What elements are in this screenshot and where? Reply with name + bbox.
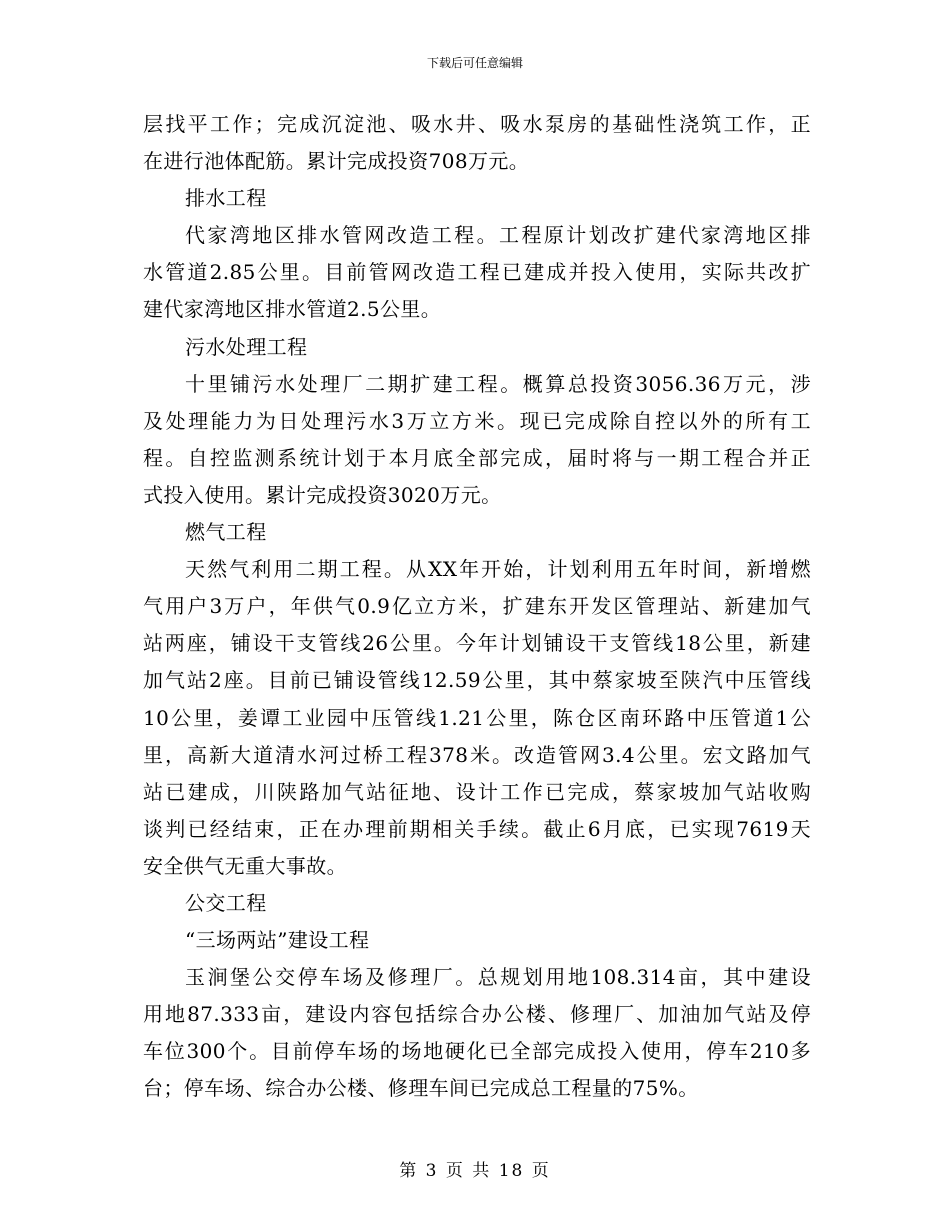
text-line: 用地87.333亩，建设内容包括综合办公楼、修理厂、加油加气站及停 [143,1002,811,1027]
text-line: 及处理能力为日处理污水3万立方米。现已完成除自控以外的所有工 [143,408,811,433]
text-line: “三场两站”建设工程 [185,928,370,953]
text-line: 式投入使用。累计完成投资3020万元。 [143,482,502,507]
text-line: 在进行池体配筋。累计完成投资708万元。 [143,149,530,174]
text-line: 燃气工程 [185,520,267,545]
text-line: 10公里，姜谭工业园中压管线1.21公里，陈仓区南环路中压管道1公 [143,705,811,730]
text-line: 站已建成，川陕路加气站征地、设计工作已完成，蔡家坡加气站收购 [143,779,811,804]
text-line: 程。自控监测系统计划于本月底全部完成，届时将与一期工程合并正 [143,445,811,470]
text-line: 里，高新大道清水河过桥工程378米。改造管网3.4公里。宏文路加气 [143,742,811,767]
text-line: 污水处理工程 [185,334,308,359]
text-line: 十里铺污水处理厂二期扩建工程。概算总投资3056.36万元，涉 [185,371,811,396]
text-line: 安全供气无重大事故。 [143,853,347,878]
text-line: 建代家湾地区排水管道2.5公里。 [143,297,442,322]
text-line: 加气站2座。目前已铺设管线12.59公里，其中蔡家坡至陕汽中压管线 [143,668,811,693]
text-line: 代家湾地区排水管网改造工程。工程原计划改扩建代家湾地区排 [185,223,811,248]
page-number: 第 3 页 共 18 页 [399,1161,551,1181]
text-line: 玉涧堡公交停车场及修理厂。总规划用地108.314亩，其中建设 [185,965,811,990]
text-line: 气用户3万户，年供气0.9亿立方米，扩建东开发区管理站、新建加气 [143,594,811,619]
text-line: 谈判已经结束，正在办理前期相关手续。截止6月底，已实现7619天 [143,816,811,841]
text-line: 公交工程 [185,890,267,915]
page-header: 下载后可任意编辑 [426,56,523,70]
text-line: 层找平工作；完成沉淀池、吸水井、吸水泵房的基础性浇筑工作，正 [143,112,811,136]
text-line: 车位300个。目前停车场的场地硬化已全部完成投入使用，停车210多 [143,1039,811,1064]
text-line: 排水工程 [185,186,267,211]
text-line: 水管道2.85公里。目前管网改造工程已建成并投入使用，实际共改扩 [143,260,811,285]
text-line: 天然气利用二期工程。从XX年开始，计划利用五年时间，新增燃 [185,557,811,582]
text-line: 站两座，铺设干支管线26公里。今年计划铺设干支管线18公里，新建 [143,631,811,656]
document-body [143,106,811,1108]
text-line: 台；停车场、综合办公楼、修理车间已完成总工程量的75%。 [143,1076,699,1101]
